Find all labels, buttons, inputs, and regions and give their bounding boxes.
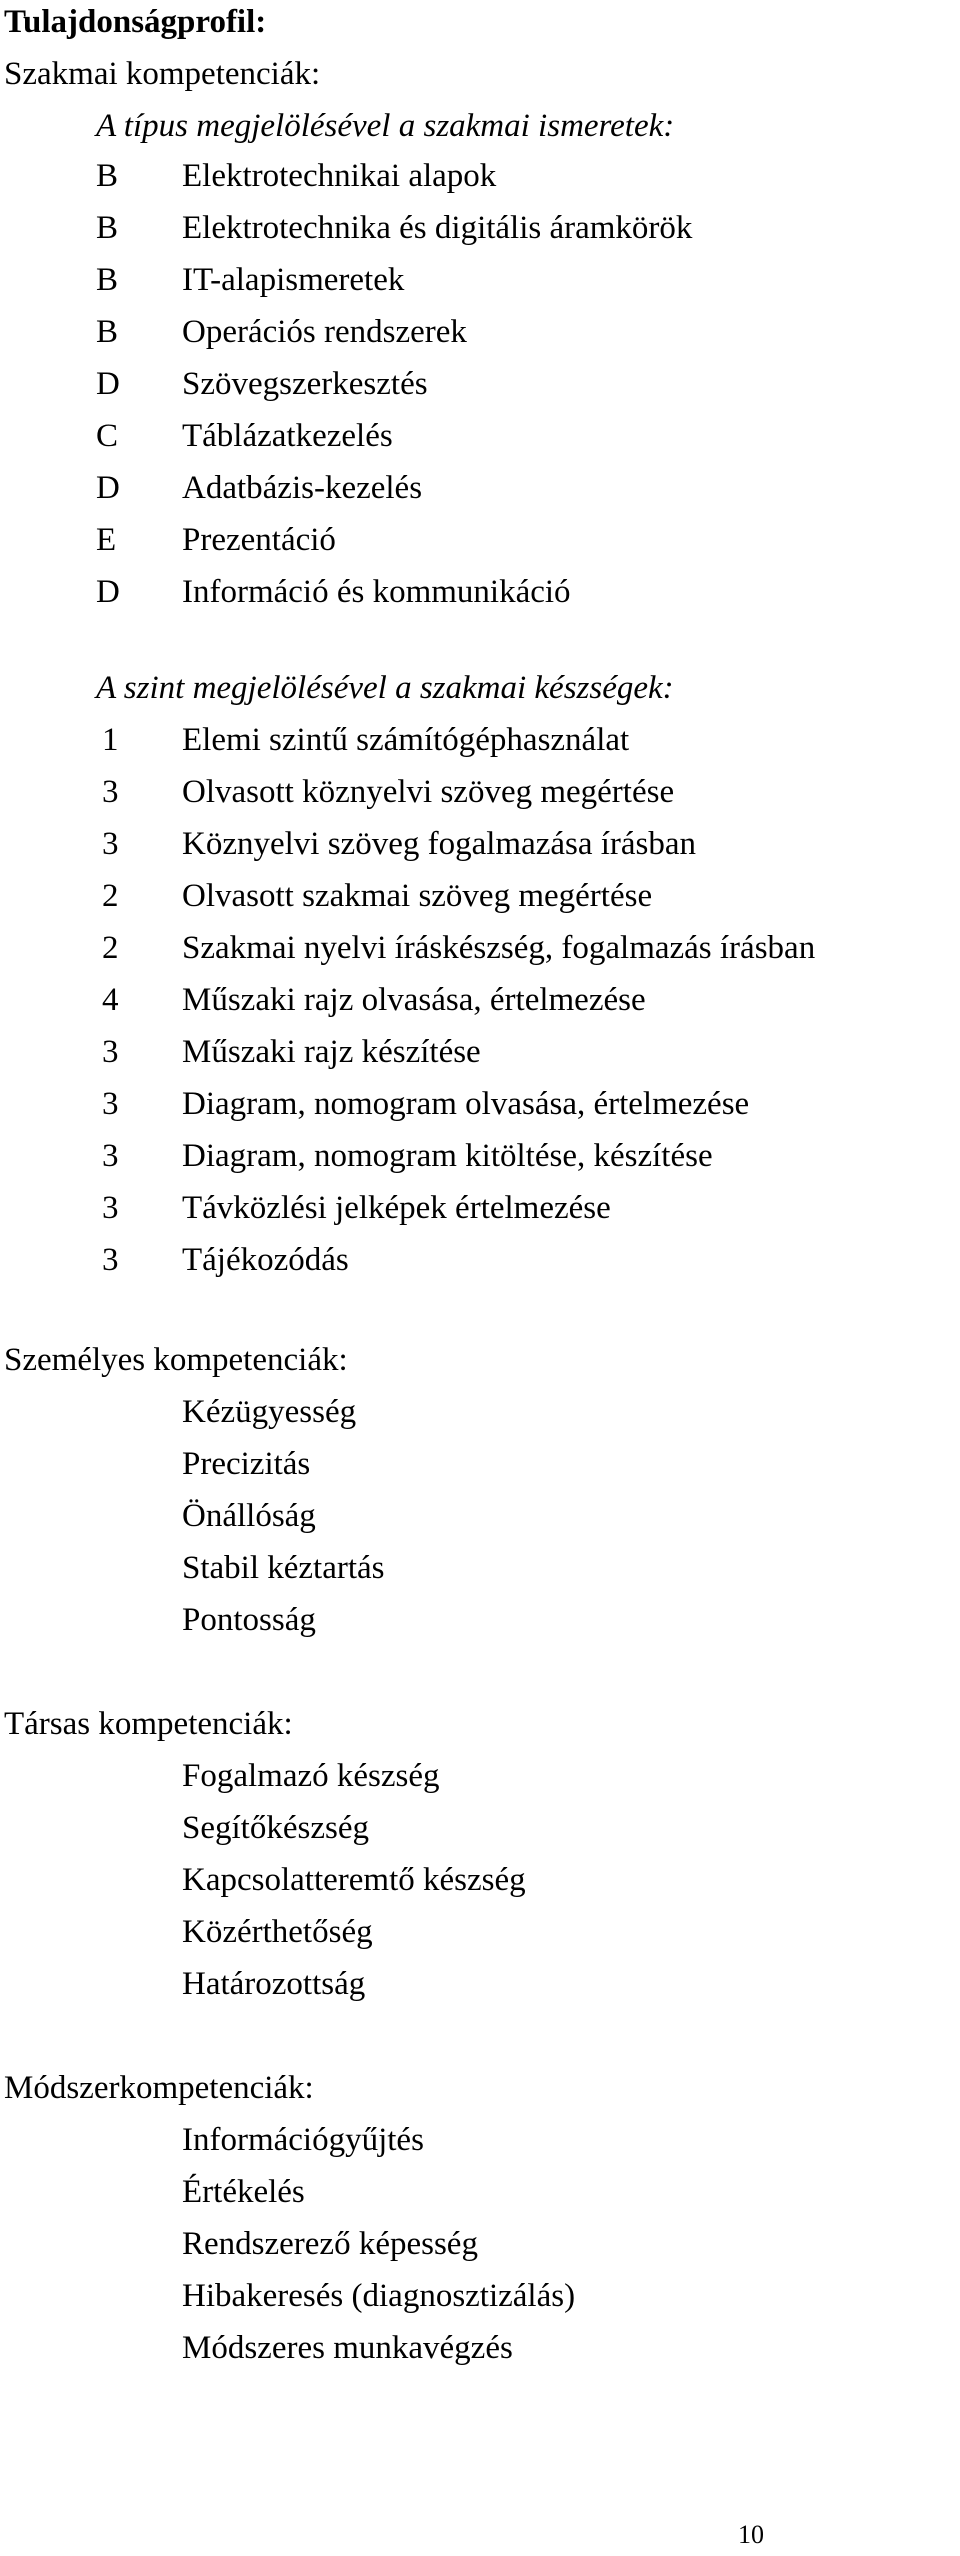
page-number: 10 bbox=[738, 2520, 764, 2549]
social-item: Közérthetőség bbox=[182, 1914, 373, 1950]
skill-level: 3 bbox=[102, 1034, 119, 1070]
knowledge-text: Prezentáció bbox=[182, 522, 336, 558]
methodological-heading: Módszerkompetenciák: bbox=[4, 2070, 314, 2106]
skill-level: 3 bbox=[102, 1138, 119, 1174]
methodological-item: Hibakeresés (diagnosztizálás) bbox=[182, 2278, 576, 2314]
skill-text: Műszaki rajz készítése bbox=[182, 1034, 481, 1070]
social-item: Segítőkészség bbox=[182, 1810, 369, 1846]
knowledge-code: B bbox=[96, 210, 119, 246]
skill-level: 3 bbox=[102, 826, 119, 862]
knowledge-code: D bbox=[96, 366, 120, 402]
skill-text: Távközlési jelképek értelmezése bbox=[182, 1190, 611, 1226]
knowledge-code: B bbox=[96, 314, 119, 350]
skill-text: Olvasott köznyelvi szöveg megértése bbox=[182, 774, 675, 810]
methodological-item: Rendszerező képesség bbox=[182, 2226, 478, 2262]
skill-text: Műszaki rajz olvasása, értelmezése bbox=[182, 982, 646, 1018]
knowledge-code: D bbox=[96, 470, 120, 506]
skills-heading: A szint megjelölésével a szakmai készségek: bbox=[96, 670, 674, 706]
methodological-item: Értékelés bbox=[182, 2174, 305, 2210]
knowledge-text: Információ és kommunikáció bbox=[182, 574, 571, 610]
page-title: Tulajdonságprofil: bbox=[4, 4, 267, 40]
personal-item: Stabil kéztartás bbox=[182, 1550, 385, 1586]
skill-text: Tájékozódás bbox=[182, 1242, 349, 1278]
personal-item: Precizitás bbox=[182, 1446, 311, 1482]
methodological-item: Módszeres munkavégzés bbox=[182, 2330, 513, 2366]
personal-item: Kézügyesség bbox=[182, 1394, 357, 1430]
methodological-item: Információgyűjtés bbox=[182, 2122, 424, 2158]
personal-item: Pontosság bbox=[182, 1602, 316, 1638]
knowledge-text: Operációs rendszerek bbox=[182, 314, 467, 350]
skill-text: Diagram, nomogram kitöltése, készítése bbox=[182, 1138, 713, 1174]
social-item: Fogalmazó készség bbox=[182, 1758, 440, 1794]
knowledge-code: D bbox=[96, 574, 120, 610]
social-heading: Társas kompetenciák: bbox=[4, 1706, 293, 1742]
skill-level: 4 bbox=[102, 982, 119, 1018]
skill-level: 3 bbox=[102, 1190, 119, 1226]
skill-text: Köznyelvi szöveg fogalmazása írásban bbox=[182, 826, 697, 862]
knowledge-text: Elektrotechnikai alapok bbox=[182, 158, 497, 194]
knowledge-code: C bbox=[96, 418, 119, 454]
skill-level: 1 bbox=[102, 722, 119, 758]
knowledge-text: Adatbázis-kezelés bbox=[182, 470, 423, 506]
professional-heading: Szakmai kompetenciák: bbox=[4, 56, 321, 92]
skill-level: 2 bbox=[102, 930, 119, 966]
skill-level: 3 bbox=[102, 1086, 119, 1122]
skill-text: Elemi szintű számítógéphasználat bbox=[182, 722, 630, 758]
skill-text: Diagram, nomogram olvasása, értelmezése bbox=[182, 1086, 750, 1122]
personal-heading: Személyes kompetenciák: bbox=[4, 1342, 348, 1378]
knowledge-text: Elektrotechnika és digitális áramkörök bbox=[182, 210, 693, 246]
skill-text: Szakmai nyelvi íráskészség, fogalmazás írásban bbox=[182, 930, 816, 966]
knowledge-code: B bbox=[96, 158, 119, 194]
skill-level: 3 bbox=[102, 1242, 119, 1278]
skill-level: 2 bbox=[102, 878, 119, 914]
skill-text: Olvasott szakmai szöveg megértése bbox=[182, 878, 653, 914]
knowledge-code: E bbox=[96, 522, 117, 558]
knowledge-code: B bbox=[96, 262, 119, 298]
knowledge-heading: A típus megjelölésével a szakmai ismeretek: bbox=[96, 108, 675, 144]
skill-level: 3 bbox=[102, 774, 119, 810]
knowledge-text: Táblázatkezelés bbox=[182, 418, 393, 454]
knowledge-text: Szövegszerkesztés bbox=[182, 366, 428, 402]
personal-item: Önállóság bbox=[182, 1498, 316, 1534]
social-item: Kapcsolatteremtő készség bbox=[182, 1862, 526, 1898]
social-item: Határozottság bbox=[182, 1966, 366, 2002]
knowledge-text: IT-alapismeretek bbox=[182, 262, 405, 298]
